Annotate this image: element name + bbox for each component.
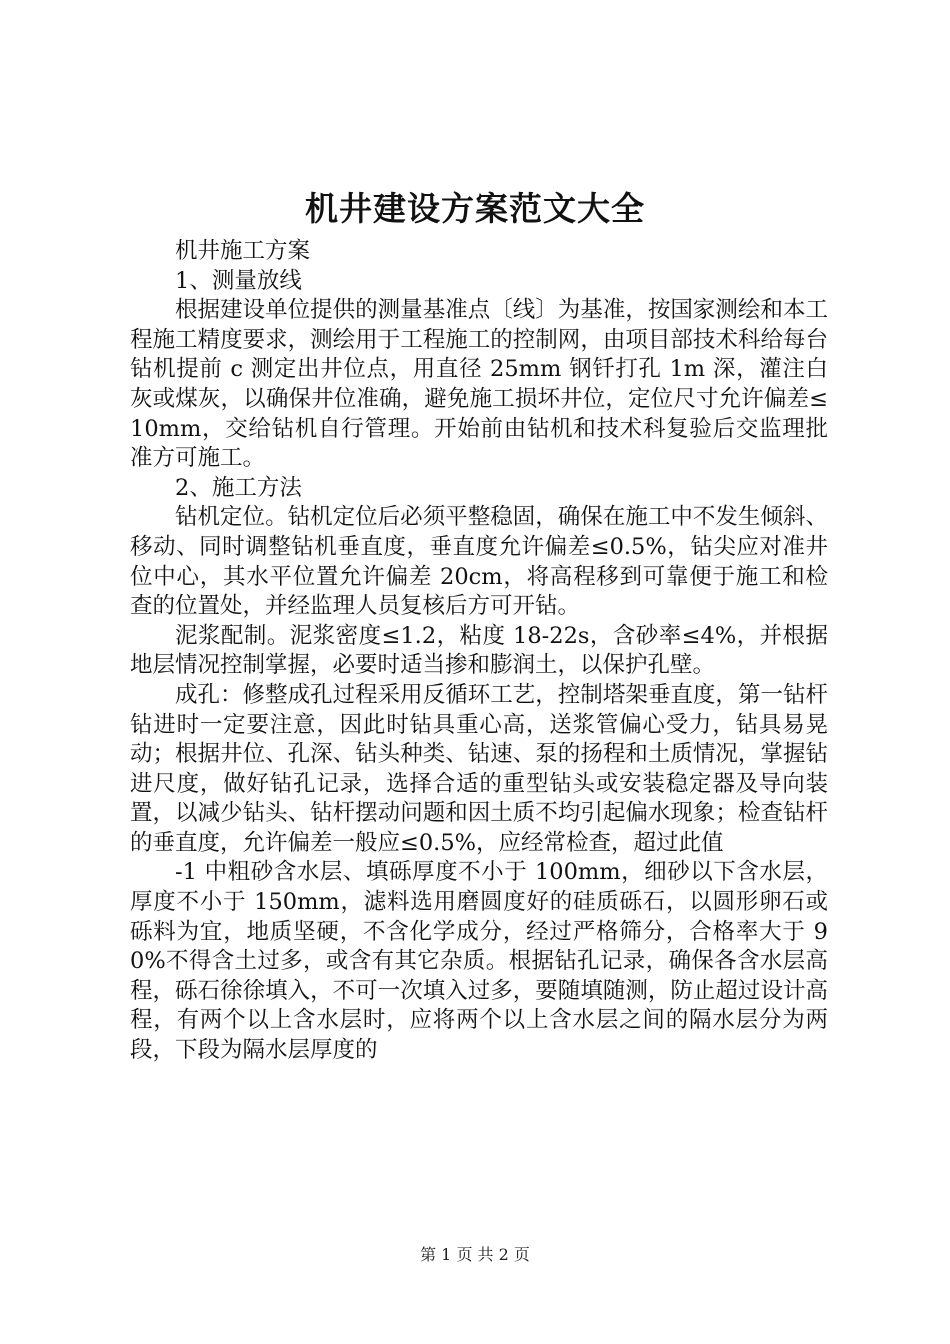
document-title: 机井建设方案范文大全 bbox=[305, 189, 645, 228]
paragraph-drill-positioning: 钻机定位。钻机定位后必须平整稳固，确保在施工中不发生倾斜、移动、同时调整钻机垂直度，垂直度允许偏差≤0.5%，钻尖应对准井位中心，其水平位置允许偏差 20cm，将高程移到可靠便于施工和检查的位置处，并经监理人员复核后方可开钻。 bbox=[130, 504, 828, 620]
document-body bbox=[130, 237, 828, 1066]
paragraph-heading-survey: 1、测量放线 bbox=[175, 267, 302, 294]
paragraph-heading-plan: 机井施工方案 bbox=[175, 238, 311, 264]
paragraph-heading-method: 2、施工方法 bbox=[175, 474, 302, 501]
paragraph-hole-forming: 成孔：修整成孔过程采用反循环工艺，控制塔架垂直度，第一钻杆钻进时一定要注意，因此时钻具重心高，送浆管偏心受力，钻具易晃动；根据井位、孔深、钻头种类、钻速、泵的扬程和土质情况，掌握钻进尺度，做好钻孔记录，选择合适的重型钻头或安装稳定器及导向装置，以减少钻头、钻杆摆动问题和因土质不均引起偏水现象；检查钻杆的垂直度，允许偏差一般应≤0.5%，应经常检查，超过此值 bbox=[130, 681, 828, 856]
page-number: 第 1 页 共 2 页 bbox=[420, 1245, 530, 1264]
paragraph-mud-preparation: 泥浆配制。泥浆密度≤1.2，粘度 18-22s，含砂率≤4%，并根据地层情况控制掌握，必要时适当掺和膨润土，以保护孔壁。 bbox=[130, 622, 828, 679]
paragraph-survey: 根据建设单位提供的测量基准点〔线〕为基准，按国家测绘和本工程施工精度要求，测绘用于工程施工的控制网，由项目部技术科给每台钻机提前 c 测定出井位点，用直径 25mm 钢钎打孔 1m 深，灌注白灰或煤灰，以确保井位准确，避免施工损坏井位，定位尺寸允许偏差≤10mm，交给钻机自行管理。开始前由钻机和技术科复验后交监理批准方可施工。 bbox=[130, 297, 828, 472]
paragraph-gravel-fill: -1 中粗砂含水层、填砾厚度不小于 100mm，细砂以下含水层，厚度不小于 150mm，滤料选用磨圆度好的硅质砾石，以圆形卵石或砾料为宜，地质坚硬，不含化学成分，经过严格筛分，合格率大于 90%不得含土过多，或含有其它杂质。根据钻孔记录，确保各含水层高程，砾石徐徐填入，不可一次填入过多，要随填随测，防止超过设计高程，有两个以上含水层时，应将两个以上含水层之间的隔水层分为两段，下段为隔水层厚度的 bbox=[130, 859, 828, 1064]
